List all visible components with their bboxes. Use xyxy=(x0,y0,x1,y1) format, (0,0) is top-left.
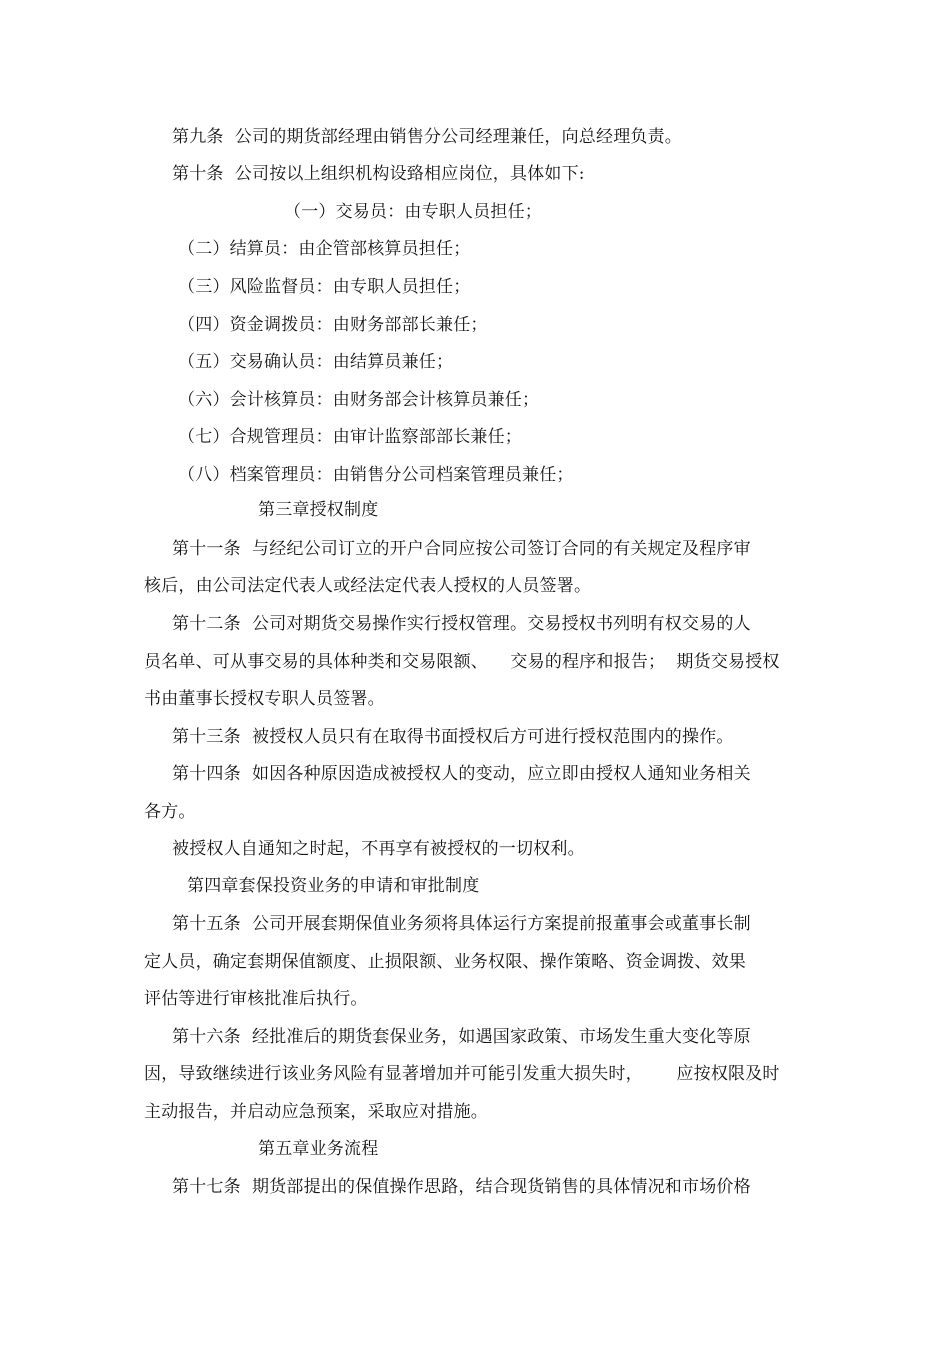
article-9-text: 第九条 公司的期货部经理由销售分公司经理兼任，向总经理负责。 xyxy=(172,127,683,147)
article-15-line-3: 评估等进行审核批准后执行。 xyxy=(144,989,368,1009)
chapter-3-heading: 第三章授权制度 xyxy=(258,500,379,520)
article-15-line-2: 定人员，确定套期保值额度、止损限额、业务权限、操作策略、资金调拨、效果 xyxy=(144,952,746,972)
position-item-5: （五）交易确认员：由结算员兼任； xyxy=(178,352,454,372)
position-item-7: （七）合规管理员：由审计监察部部长兼任； xyxy=(178,427,522,447)
chapter-4-heading: 第四章套保投资业务的申请和审批制度 xyxy=(187,876,480,896)
article-12-line-2: 员名单、可从事交易的具体种类和交易限额、 交易的程序和报告； 期货交易授权 xyxy=(144,652,780,672)
authorization-note: 被授权人自通知之时起，不再享有被授权的一切权利。 xyxy=(172,839,585,859)
position-item-4: （四）资金调拨员：由财务部部长兼任； xyxy=(178,315,488,335)
chapter-5-heading: 第五章业务流程 xyxy=(258,1139,379,1159)
position-item-1: （一）交易员：由专职人员担任； xyxy=(284,202,542,222)
article-16-line-2: 因，导致继续进行该业务风险有显著增加并可能引发重大损失时， 应按权限及时 xyxy=(144,1064,780,1084)
article-14-line-1: 第十四条 如因各种原因造成被授权人的变动，应立即由授权人通知业务相关 xyxy=(172,764,751,784)
position-item-8: （八）档案管理员：由销售分公司档案管理员兼任； xyxy=(178,465,574,485)
article-12-line-1: 第十二条 公司对期货交易操作实行授权管理。交易授权书列明有权交易的人 xyxy=(172,614,751,634)
article-12-line-3: 书由董事长授权专职人员签署。 xyxy=(144,689,385,709)
article-16-line-1: 第十六条 经批准后的期货套保业务，如遇国家政策、市场发生重大变化等原 xyxy=(172,1027,751,1047)
article-11-line-1: 第十一条 与经纪公司订立的开户合同应按公司签订合同的有关规定及程序审 xyxy=(172,539,751,559)
position-item-6: （六）会计核算员：由财务部会计核算员兼任； xyxy=(178,390,540,410)
position-item-3: （三）风险监督员：由专职人员担任； xyxy=(178,277,471,297)
position-item-2: （二）结算员：由企管部核算员担任； xyxy=(178,239,471,259)
article-16-line-3: 主动报告，并启动应急预案，采取应对措施。 xyxy=(144,1102,488,1122)
article-13-text: 第十三条 被授权人员只有在取得书面授权后方可进行授权范围内的操作。 xyxy=(172,727,734,747)
article-15-line-1: 第十五条 公司开展套期保值业务须将具体运行方案提前报董事会或董事长制 xyxy=(172,914,751,934)
article-14-line-2: 各方。 xyxy=(144,802,196,822)
article-11-line-2: 核后，由公司法定代表人或经法定代表人授权的人员签署。 xyxy=(144,576,592,596)
article-17-line-1: 第十七条 期货部提出的保值操作思路，结合现货销售的具体情况和市场价格 xyxy=(172,1177,751,1197)
article-10-text: 第十条 公司按以上组织机构设臵相应岗位，具体如下: xyxy=(172,164,585,184)
